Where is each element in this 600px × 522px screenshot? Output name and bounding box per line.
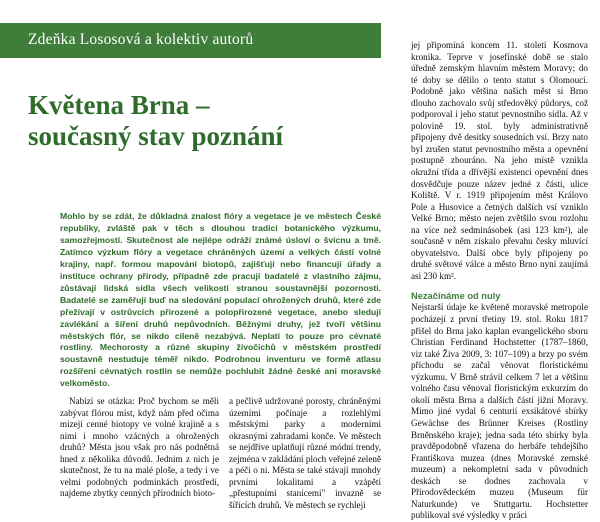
- authors-line: Zdeňka Lososová a kolektiv autorů: [28, 31, 254, 48]
- title-line-2: současný stav poznání: [28, 121, 284, 151]
- body-paragraph-right-top: jej připomíná koncem 11. století Kosmova kronika. Teprve v josefínské době se stalo úředně zemským hlavním městem Moravy; do té doby se dělilo o tento statut s Olomoucí. Podobně jako většina našich měst si Brno dlouho zachovalo svůj středověký půdorys, což podporoval i jeho statut pevnostního sídla. Až v polovině 19. stol. byly administrativně připojeny dvě desítky sousedních vsí. Brzy nato byl zrušen statut pevnostního města a opevnění postupně zbouráno. Na jeho místě vznikla okružní třída a dřívější existenci opevnění dnes dosvědčuje pouze název jedné z částí, ulice Koliště. V r. 1919 připojením měst Královo Pole a Husovice a četných dalších vsí vzniklo Velké Brno; město nejen zvětšilo svou rozlohu na více než sedminásobek (asi 123 km²), ale současně v něm získalo převahu česky mluvící obyvatelstvo. Další obce byly připojeny po druhé světové válce a město Brno nyní zaujímá asi 230 km².: [411, 40, 588, 281]
- body-column-left: [60, 396, 219, 500]
- body-paragraph-left: Nabízí se otázka: Proč bychom se měli zabývat flórou míst, když nám před očima mizejí cenné biotopy ve volné krajině a s nimi i mnoho vzácných a ohrožených druhů? Města jsou však pro nás podnětná hned z několika důvodů. Jednim z nich je skutečnost, že tu na malé ploše, a tedy i ve velmi podobných podmínkách prostředí, najdeme zbytky cenných přírodních bioto-: [60, 396, 219, 499]
- body-column-middle: [229, 396, 381, 511]
- body-paragraph-right-bottom: Nejstarší údaje ke květeně moravské metropole pocházejí z první třetiny 19. stol. Roku 1817 přišel do Brna jako kaplan evangelického sboru Christian Ferdinand Hochstetter (1787–1860, viz také Živa 2009, 3: 107–109) a brzy po svém příchodu se začal věnovat floristickému výzkumu. V Brně strávil celkem 7 let a většinu volného času věnoval floristickým exkurzím do okolí města Brna a dalších částí jižní Moravy. Mimo jiné vydal 6 centurií exsikátové sbírky Gewächse des Brünner Kreises (Rostliny Brněnského kraje); jedna sada této sbírky byla pravděpodobně vřazena do herbáře tehdejšího Františkova muzea (dnes Moravské zemské muzeum) a nekompletní sada v původních deskách se dodnes zachovala v Přírodovědeckém muzeu (Museum für Naturkunde) ve Stuttgartu. Hochstetter publikoval své výsledky v práci: [411, 302, 588, 521]
- section-heading: Nezačínáme od nuly: [411, 291, 501, 302]
- body-column-right: [411, 40, 588, 522]
- abstract: [60, 211, 381, 390]
- abstract-text: Mohlo by se zdát, že důkladná znalost flóry a vegetace je ve městech České republiky, zvláště pak v těch s dlouhou tradicí botanického výzkumu, samozřejmostí. Skutečnost ale nejlépe odráží známé úsloví o švícnu a tmě. Zatímco výzkum flóry a vegetace chráněných území a velkých částí volné krajiny, např. formou mapování biotopů, zajišťují nebo financují úřady a instituce ochrany přírody, případně zde pracují badatelé z vlastního zájmu, zůstávají lidská sídla všech velikostí stranou soustavnější pozornosti. Badatelé se zaměřují buď na sledování populací ohrožených druhů, které zde přežívají v ostrůvcích přirozené a polopřirozené vegetace, anebo sledují zavlékání a šíření druhů nepůvodních. Běžnými druhy, jež tvoří většinu městských flór, se nikdo cíleně nezabývá. Neplatí to pouze pro cévnaté rostliny. Mechorosty a různé skupiny živočichů v městském prostředí soustavně nestuduje téměř nikdo. Podrobnou inventuru ve formě atlasu rozšíření cévnatých rostlin se nemůže pochlubit žádné české ani moravské velkoměsto.: [60, 211, 381, 389]
- title-line-1: Květena Brna –: [28, 90, 210, 120]
- body-paragraph-middle: a pečlivě udržované porosty, chráněnými územími počínaje a rozlehlými městskými parky a moderními okrasnými zahradami konče. Ve městech se nejdříve uplatňují různé módní trendy, zejména v zakládání ploch veřejné zeleně a péči o ni. Města se také stávají mnohdy prvními lokalitami a vzápětí „přestupními stanicemi" invazně se šířících druhů. Ve městech se rychleji: [229, 396, 381, 510]
- article-title: [28, 90, 378, 152]
